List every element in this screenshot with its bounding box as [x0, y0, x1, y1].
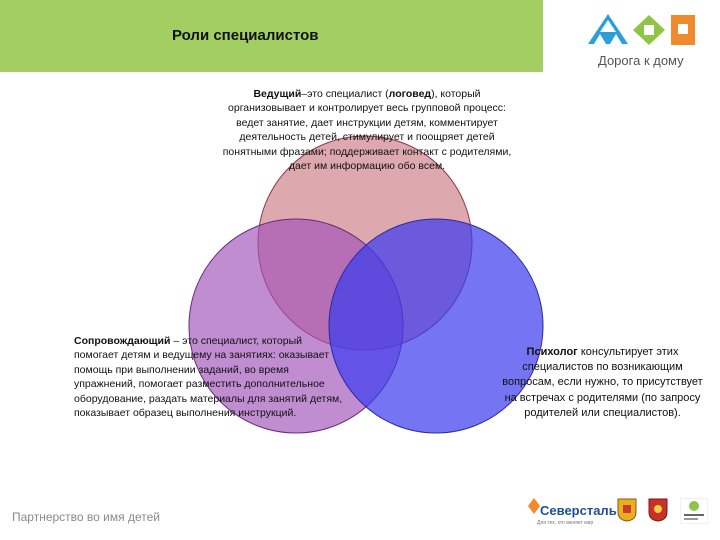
lead-description: [222, 87, 512, 173]
psychologist-text: консультирует этих специалистов по возникающим вопросам, если нужно, то присутствует на встречах с родителями (по запросу родителей или специалистов).: [502, 346, 703, 419]
lead-text-1: –это специалист (: [301, 88, 389, 100]
coat-of-arms-2-icon: [648, 498, 668, 522]
foundation-logo-icon: [680, 498, 708, 524]
support-text: – это специалист, который помогает детям и ведущему на занятиях: оказывает помощь при выполнении заданий, во время упражнений, помогает разместить дополнительное оборудование, раздать материалы для занятий детям, показывает образец выполнения инструкций.: [74, 335, 343, 420]
brand-caption: Дорога к дому: [598, 53, 684, 68]
psychologist-role-name: Психолог: [526, 346, 578, 358]
psychologist-description: [500, 345, 705, 421]
support-description: [74, 334, 344, 420]
lead-text-2: ), который организовывает и контролирует весь групповой процесс: ведет занятие, дает инструкции детям, комментирует деятельность детей, стимулирует и поощряет детей понятными фразами; поддерживает контакт с родителями, дает им информацию обо всем.: [222, 88, 512, 173]
footer-partnership: Партнерство во имя детей: [12, 510, 160, 524]
lead-specialist: логовед: [388, 88, 432, 100]
sponsor-logo: Северсталь: [540, 503, 617, 518]
coat-of-arms-1-icon: [617, 498, 637, 522]
support-role-name: Сопровождающий: [74, 335, 171, 347]
lead-role-name: Ведущий: [253, 88, 302, 100]
severstal-emblem-icon: [528, 498, 540, 514]
page-title: Роли специалистов: [172, 27, 319, 44]
sponsor-tagline: Для тех, кто меняет мир: [537, 520, 594, 526]
